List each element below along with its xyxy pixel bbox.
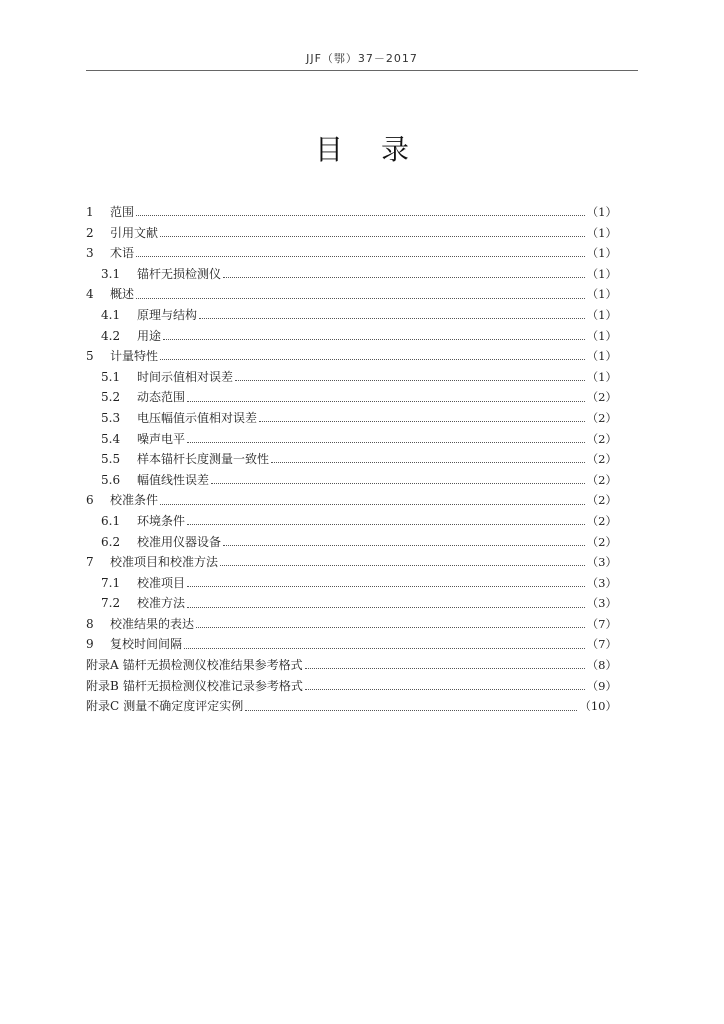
dot-leader [187, 441, 585, 443]
dot-leader [160, 235, 585, 237]
toc-entry[interactable] [86, 655, 617, 676]
toc-entry[interactable] [86, 552, 617, 573]
toc-entry-number: 3 [86, 246, 94, 261]
toc-entry-label: 校准方法 [137, 596, 186, 611]
dot-leader [187, 585, 585, 587]
toc-entry[interactable] [86, 305, 617, 326]
dot-leader [136, 297, 585, 299]
toc-entry-page: （1） [586, 266, 617, 281]
toc-entry-page: （1） [586, 287, 617, 302]
toc-entry[interactable] [86, 573, 617, 594]
toc-entry[interactable] [86, 511, 617, 532]
toc-entry-number: 8 [86, 616, 94, 631]
toc-entry-page: （3） [586, 596, 617, 611]
toc-entry[interactable] [86, 326, 617, 347]
dot-leader [184, 647, 585, 649]
toc-entry[interactable] [86, 490, 617, 511]
toc-entry-page: （1） [586, 369, 617, 384]
toc-entry-number: 1 [86, 205, 94, 219]
toc-entry-number: 6.2 [101, 534, 121, 549]
toc-entry[interactable] [86, 696, 617, 717]
toc-entry-number: 4 [86, 287, 94, 302]
toc-entry[interactable] [86, 676, 617, 697]
toc-entry-label: 噪声电平 [137, 431, 186, 446]
toc-entry-page: （2） [586, 472, 617, 487]
toc-entry-label: 锚杆无损检测仪校准记录参考格式 [122, 678, 303, 693]
toc-entry-number: 3.1 [101, 266, 121, 281]
toc-entry-page: （7） [586, 616, 617, 631]
toc-entry-label: 幅值线性误差 [137, 472, 210, 487]
dot-leader [305, 688, 585, 690]
toc-entry-number: 6.1 [101, 513, 121, 528]
toc-entry[interactable] [86, 202, 617, 223]
toc-entry-number: 7.2 [101, 596, 121, 611]
dot-leader [136, 255, 585, 257]
document-code-header: JJF（鄂）37－2017 [306, 52, 418, 65]
toc-entry-number: 附录A [86, 658, 119, 673]
toc-entry[interactable] [86, 346, 617, 367]
toc-entry-label: 锚杆无损检测仪校准结果参考格式 [122, 658, 303, 673]
toc-entry-page: （3） [586, 575, 617, 590]
toc-entry[interactable] [86, 593, 617, 614]
page-title: 目录 [314, 133, 447, 166]
toc-entry-number: 5.4 [101, 431, 121, 446]
toc-entry-label: 锚杆无损检测仪 [137, 266, 222, 281]
toc-entry-page: （2） [586, 534, 617, 549]
toc-entry-label: 引用文献 [110, 225, 159, 240]
toc-entry-page: （3） [586, 555, 617, 570]
toc-entry-label: 概述 [110, 287, 135, 302]
dot-leader [235, 379, 585, 381]
toc-entry[interactable] [86, 387, 617, 408]
toc-entry-number: 2 [86, 225, 94, 240]
dot-leader [220, 564, 585, 566]
dot-leader [160, 503, 585, 505]
toc-entry-label: 校准项目 [137, 575, 186, 590]
toc-entry-number: 6 [86, 493, 94, 508]
toc-entry-label: 动态范围 [137, 390, 186, 405]
dot-leader [259, 420, 585, 422]
table-of-contents [86, 202, 617, 717]
toc-entry-label: 校准用仪器设备 [137, 534, 222, 549]
toc-entry[interactable] [86, 367, 617, 388]
toc-entry-label: 测量不确定度评定实例 [123, 699, 244, 714]
toc-entry-page: （10） [579, 699, 617, 714]
dot-leader [223, 544, 585, 546]
toc-entry-page: （2） [586, 390, 617, 405]
toc-entry-page: （8） [586, 658, 617, 673]
toc-entry[interactable] [86, 264, 617, 285]
toc-entry-label: 原理与结构 [137, 307, 198, 322]
dot-leader [160, 358, 585, 360]
dot-leader [223, 276, 585, 278]
toc-entry-label: 校准项目和校准方法 [110, 555, 219, 570]
header-rule [86, 70, 638, 71]
toc-entry-page: （1） [586, 307, 617, 322]
toc-entry-label: 范围 [110, 205, 135, 219]
toc-entry-number: 5.6 [101, 472, 121, 487]
dot-leader [187, 606, 585, 608]
toc-entry-label: 校准条件 [110, 493, 159, 508]
dot-leader [199, 317, 585, 319]
toc-entry[interactable] [86, 243, 617, 264]
toc-entry[interactable] [86, 284, 617, 305]
dot-leader [245, 709, 577, 711]
toc-entry-page: （2） [586, 452, 617, 467]
toc-entry-number: 4.2 [101, 328, 121, 343]
toc-entry-page: （1） [586, 205, 617, 219]
toc-entry-number: 附录C [86, 699, 120, 714]
toc-entry-number: 附录B [86, 678, 119, 693]
toc-entry-page: （2） [586, 513, 617, 528]
toc-entry-page: （2） [586, 493, 617, 508]
dot-leader [136, 214, 585, 216]
toc-entry-page: （7） [586, 637, 617, 652]
toc-entry-label: 计量特性 [110, 349, 159, 364]
toc-entry[interactable] [86, 614, 617, 635]
toc-entry-label: 复校时间间隔 [110, 637, 183, 652]
dot-leader [305, 667, 585, 669]
dot-leader [271, 461, 585, 463]
toc-entry-page: （1） [586, 328, 617, 343]
toc-entry-page: （2） [586, 431, 617, 446]
toc-entry[interactable] [86, 449, 617, 470]
toc-entry-page: （9） [586, 678, 617, 693]
toc-entry-number: 7.1 [101, 575, 121, 590]
toc-entry-label: 校准结果的表达 [110, 616, 195, 631]
toc-entry[interactable] [86, 429, 617, 450]
toc-entry-number: 5.1 [101, 369, 121, 384]
dot-leader [187, 523, 585, 525]
toc-entry[interactable] [86, 223, 617, 244]
toc-entry[interactable] [86, 470, 617, 491]
toc-entry-number: 5.3 [101, 410, 121, 425]
toc-entry-number: 5.5 [101, 452, 121, 467]
toc-entry-number: 9 [86, 637, 94, 652]
toc-entry-label: 时间示值相对误差 [137, 369, 234, 384]
toc-entry-number: 5 [86, 349, 94, 364]
toc-entry-page: （1） [586, 246, 617, 261]
toc-entry-label: 样本锚杆长度测量一致性 [137, 452, 270, 467]
toc-entry-number: 7 [86, 555, 94, 570]
dot-leader [196, 626, 585, 628]
toc-entry[interactable] [86, 634, 617, 655]
toc-entry-page: （2） [586, 410, 617, 425]
toc-entry-label: 用途 [137, 328, 162, 343]
dot-leader [163, 338, 585, 340]
toc-entry-label: 环境条件 [137, 513, 186, 528]
dot-leader [187, 400, 585, 402]
toc-entry-number: 5.2 [101, 390, 121, 405]
toc-entry-page: （1） [586, 349, 617, 364]
dot-leader [211, 482, 585, 484]
toc-entry-label: 术语 [110, 246, 135, 261]
toc-entry-page: （1） [586, 225, 617, 240]
toc-entry-label: 电压幅值示值相对误差 [137, 410, 258, 425]
toc-entry-number: 4.1 [101, 307, 121, 322]
toc-entry[interactable] [86, 408, 617, 429]
toc-entry[interactable] [86, 532, 617, 553]
